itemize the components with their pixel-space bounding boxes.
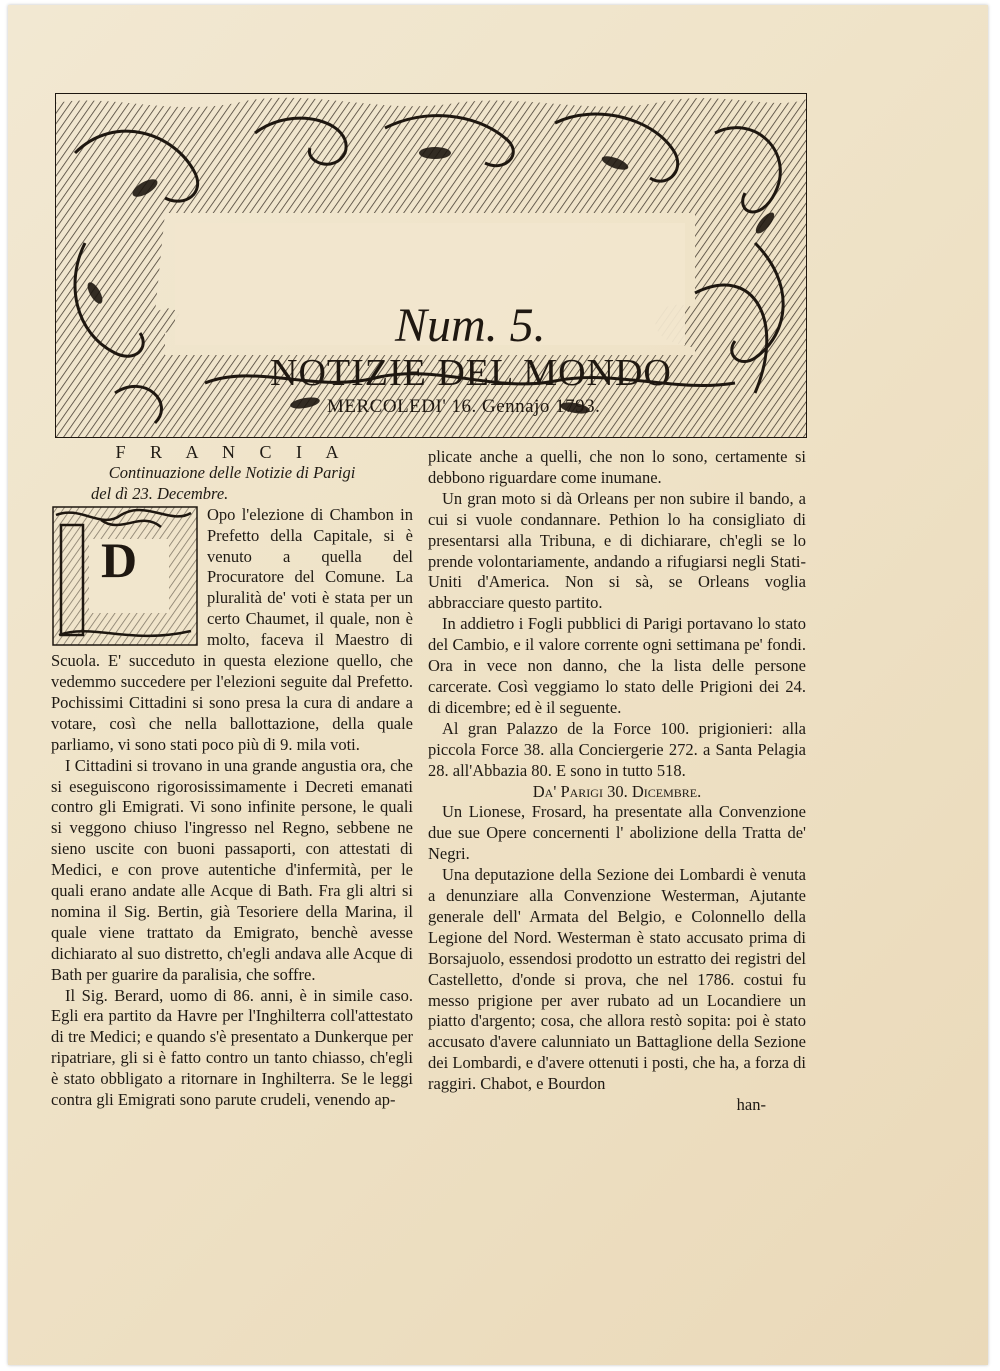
drop-cap-ornament <box>51 505 199 647</box>
paragraph: I Cittadini si trovano in una grande angustia ora, che si eseguiscono rigorosissimamente i Decreti emanati contro gli Emigrati. Vi sono infinite persone, le quali si veggono chiuso l'ingresso nel Regno, sebbene ne sieno uscite con buoni passaporti, con attestati di Medici, e con prove autentiche d'infermità, per le quali erano andate alle Acque di Bath. Fra gli altri si nomina il Sig. Bertin, già Tesoriere della Marina, il quale viene trattato da Emigrato, benchè avesse dichiarato al suo distretto, ch'egli andava alle Acque di Bath per guarire da paralisia, che soffre. <box>51 755 413 984</box>
paragraph: Opo l'elezione di Chambon in Prefetto della Capitale, si è venuto a quella del Procuratore del Comune. La pluralità de' voti è stata per un certo Chaumet, il quale, non è molto, faceva il Maestro di Scuola. E' succeduto in questa elezione quello, che vedemmo succedere per l'elezioni seguite dal Prefetto. Pochissimi Cittadini si sono presa la cura di andare a votare, così che nella ballottazione, della quale parliamo, vi sono stati poco più di 9. mila voti. <box>51 504 413 754</box>
article-subtitle: Continuazione delle Notizie di Parigi <box>108 462 356 482</box>
paragraph: Un Lionese, Frosard, ha presentate alla Convenzione due sue Opere concernenti l' abolizione della Tratta de' Negri. <box>428 802 806 864</box>
drop-cap-letter: D <box>101 531 138 588</box>
paragraph: In addietro i Fogli pubblici di Parigi portavano lo stato del Cambio, e il valore corrente ogni settimana pe' fondi. Ora in vece non danno, che la lista delle persone carcerate. Così veggiamo lo stato delle Prigioni dei 24. di dicembre; ed è il seguente. <box>428 614 806 717</box>
newspaper-title: NOTIZIE DEL MONDO <box>270 352 672 394</box>
section-heading: F R A N C I A <box>115 442 349 462</box>
issue-number: Num. 5. <box>395 299 546 352</box>
catchword: han- <box>736 1095 766 1115</box>
masthead-frame <box>55 93 807 438</box>
paragraph: Al gran Palazzo de la Force 100. prigionieri: alla piccola Force 38. alla Conciergerie 272. a Santa Pelagia 28. all'Abbazia 80. E sono in tutto 518. <box>428 718 806 780</box>
right-column <box>428 447 806 1116</box>
dateline: Da' Parigi 30. Dicembre. <box>532 781 702 801</box>
paragraph: Una deputazione della Sezione dei Lombardi è venuta a denunziare alla Convenzione Westerman, Ajutante generale dell' Armata del Belgio, e Colonnello della Legione del Nord. Westerman è stato accusato prima di Borsajuolo, essendosi prodotto un estratto dei registri del Castelletto, d'onde si prova, che nel 1786. costui fu messo prigione per aver rubato ad un Locandiere un piatto d'argento; cosa, che allora restò sopita: poi è stato accusato d'avere calunniato un Battaglione della Sezione dei Lombardi, e d'avere ottenuti i posti, che ha, a forza di raggiri. Chabot, e Bourdon <box>428 865 806 1094</box>
issue-date: MERCOLEDI' 16. Gennajo 1793. <box>327 396 601 417</box>
paragraph: Il Sig. Berard, uomo di 86. anni, è in simile caso. Egli era partito da Havre per l'Inghilterra coll'attestato di tre Medici; e quando s'è presentato a Dunkerque per ripatriare, gli si è fatto contro un tanto chiasso, ch'egli è stato obbligato a ritornare in Inghilterra. Se le leggi contra gli Emigrati sono parute crudeli, venendo ap- <box>51 985 413 1110</box>
paragraph: plicate anche a quelli, che non lo sono, certamente si debbono riguardare come inumane. <box>428 447 806 487</box>
left-column <box>51 442 413 1111</box>
article-subtitle-date: del dì 23. Decembre. <box>91 483 229 503</box>
paragraph: Un gran moto si dà Orleans per non subire il bando, a cui si vuole condannare. Pethion lo ha consigliato di presentarsi alla Tribuna, e di dichiarare, ch'egli se lo prende volontariamente, andando a rifugiarsi negli Stati-Uniti d'America. Non si sà, se Orleans voglia abbracciare questo partito. <box>428 488 806 613</box>
